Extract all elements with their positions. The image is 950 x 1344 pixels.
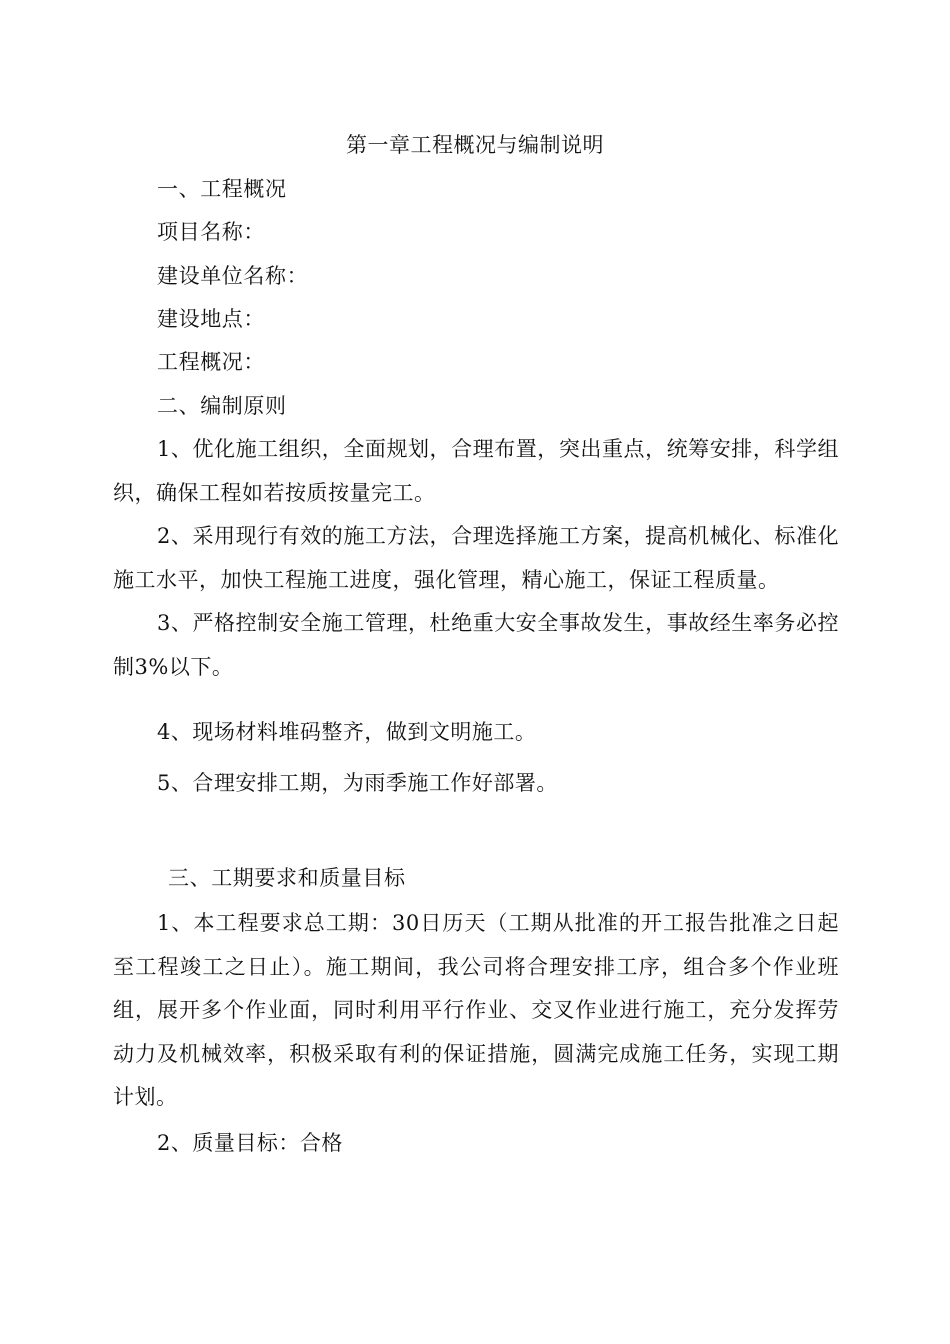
section-heading-schedule-quality: 三、工期要求和质量目标 — [168, 866, 406, 890]
schedule-item-2: 2、质量目标：合格 — [157, 1131, 343, 1155]
principle-item-2: 2、采用现行有效的施工方法，合理选择施工方案，提高机械化、标准化施工水平，加快工程施工进度，强化管理，精心施工，保证工程质量。 — [113, 524, 839, 592]
principle-item-5: 5、合理安排工期，为雨季施工作好部署。 — [157, 771, 558, 795]
principle-item-3: 3、严格控制安全施工管理，杜绝重大安全事故发生，事故经生率务必控制3%以下。 — [113, 611, 839, 679]
principle-item-4: 4、现场材料堆码整齐，做到文明施工。 — [157, 720, 537, 744]
project-name-label: 项目名称： — [157, 220, 265, 244]
principle-item-1: 1、优化施工组织，全面规划，合理布置，突出重点，统筹安排，科学组织，确保工程如若按质按量完工。 — [113, 437, 839, 505]
chapter-title: 第一章工程概况与编制说明 — [346, 133, 604, 157]
builder-name-label: 建设单位名称： — [157, 264, 309, 288]
build-location-label: 建设地点： — [157, 307, 265, 331]
schedule-item-1: 1、本工程要求总工期：30日历天（工期从批准的开工报告批准之日起至工程竣工之日止）。施工期间，我公司将合理安排工序，组合多个作业班组，展开多个作业面，同时利用平行作业、交叉作业进行施工，充分发挥劳动力及机械效率，积极采取有利的保证措施，圆满完成施工任务，实现工期计划。 — [113, 911, 839, 1109]
section-heading-principles: 二、编制原则 — [157, 394, 287, 418]
project-overview-label: 工程概况： — [157, 350, 265, 374]
section-heading-overview: 一、工程概况 — [157, 177, 287, 201]
